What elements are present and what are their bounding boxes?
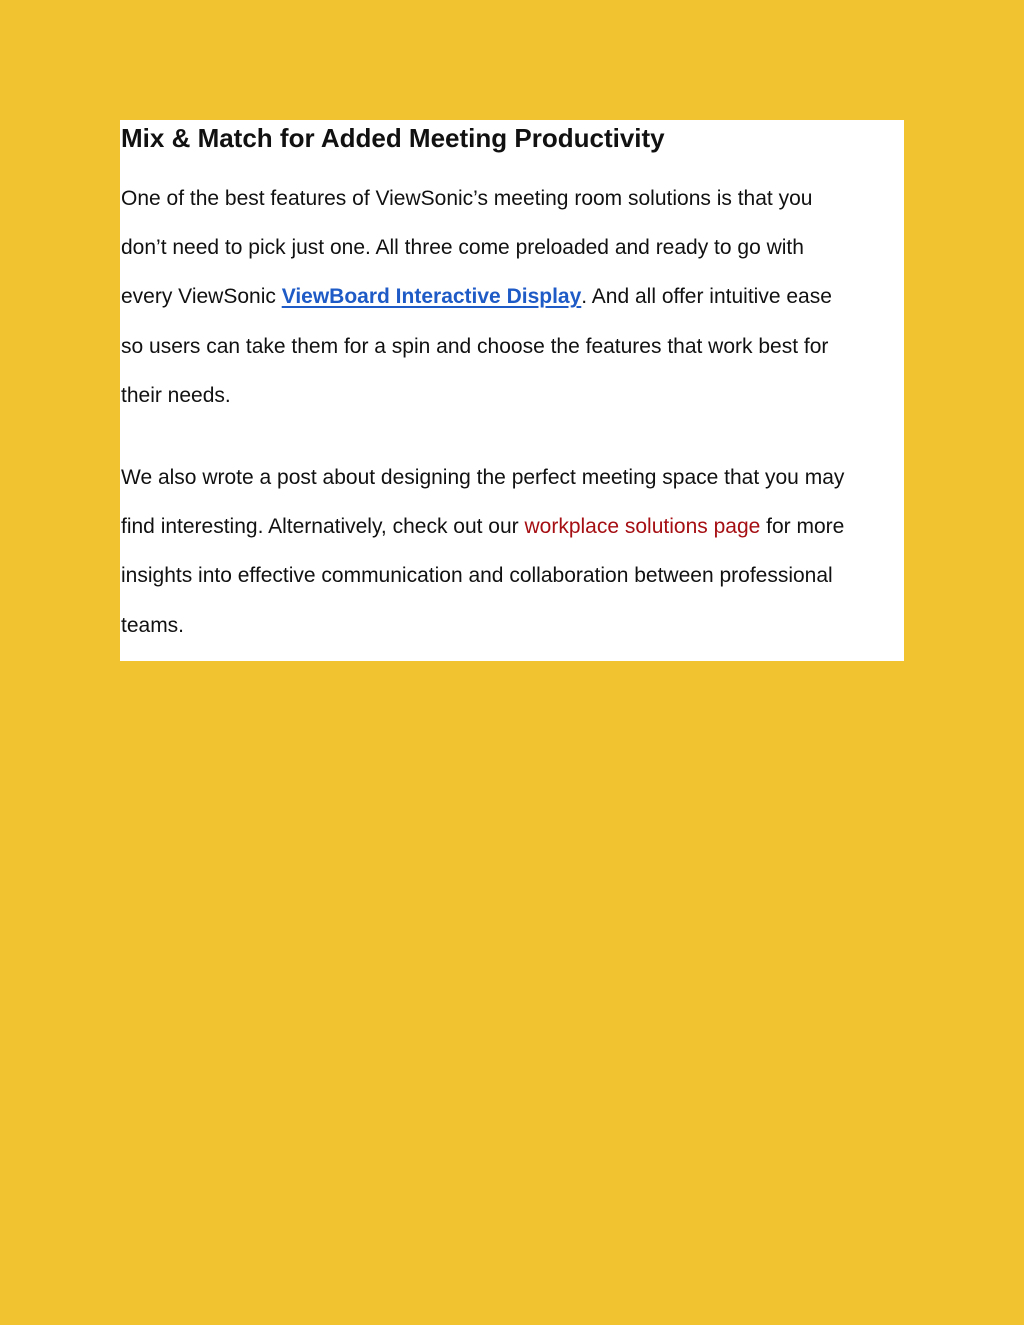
paragraph-text: find interesting. Alternatively, check out our: [121, 515, 525, 539]
paragraph-line: don’t need to pick just one. All three come preloaded and ready to go with: [121, 236, 804, 260]
paragraph-intro: [121, 174, 832, 420]
paragraph-line: teams.: [121, 613, 185, 637]
paragraph-line: their needs.: [121, 383, 231, 407]
paragraph-line: so users can take them for a spin and choose the features that work best for: [121, 334, 829, 358]
article-heading: Mix & Match for Added Meeting Productivity: [121, 123, 665, 153]
paragraph-line: One of the best features of ViewSonic’s meeting room solutions is that you: [121, 187, 813, 210]
paragraph-text: . And all offer intuitive ease: [581, 285, 832, 309]
paragraph-line: [121, 502, 844, 551]
viewboard-link[interactable]: ViewBoard Interactive Display: [281, 285, 582, 309]
paragraph-text: every ViewSonic: [121, 285, 282, 309]
paragraph-line: insights into effective communication and collaboration between professional: [121, 564, 833, 588]
workplace-solutions-link[interactable]: workplace solutions page: [524, 515, 761, 539]
paragraph-line: We also wrote a post about designing the perfect meeting space that you may: [121, 466, 845, 489]
paragraph-further-reading: [121, 453, 844, 650]
paragraph-text: for more: [760, 515, 845, 539]
paragraph-line: [121, 272, 832, 321]
content-card: [120, 120, 904, 661]
